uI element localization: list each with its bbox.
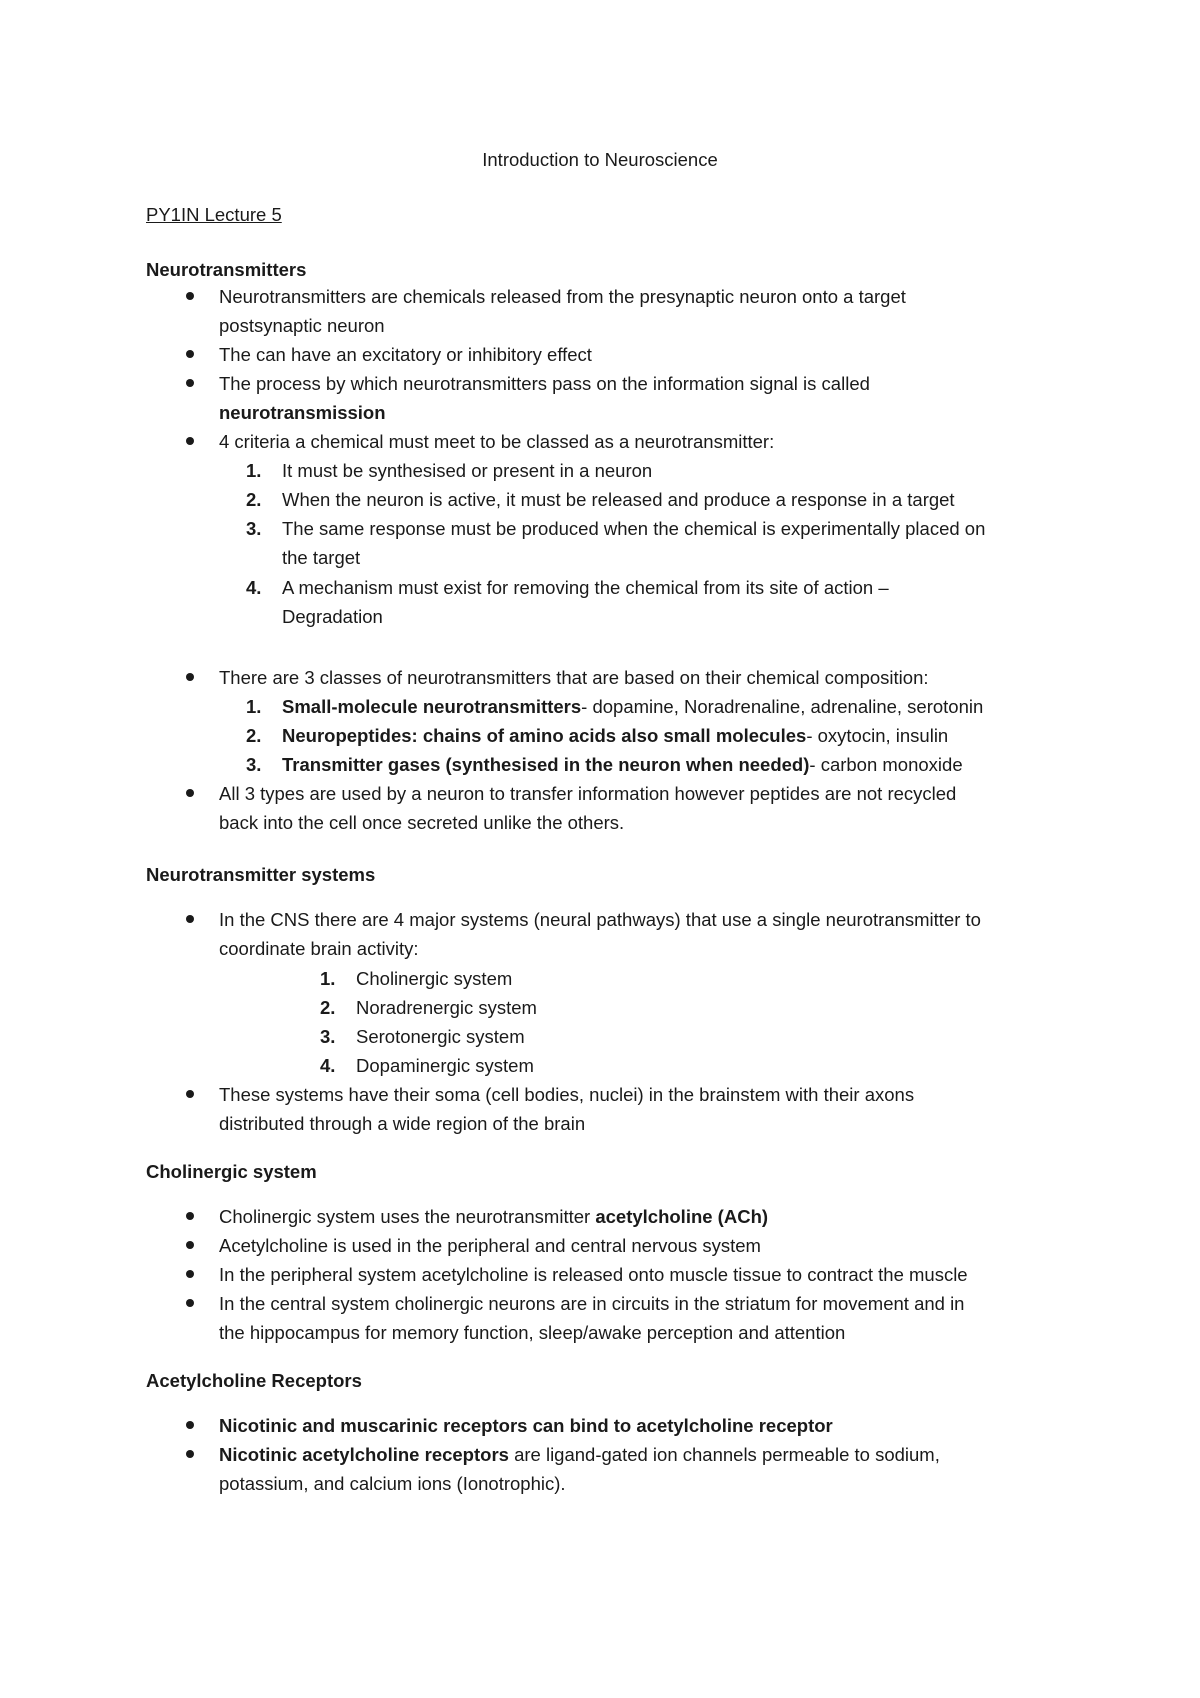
- class-2-rest: - oxytocin, insulin: [806, 725, 949, 746]
- heading-cholinergic-system: Cholinergic system: [146, 1161, 317, 1182]
- bullet: [186, 1090, 194, 1098]
- bullet: [186, 1450, 194, 1458]
- class-2: [282, 724, 948, 748]
- class-3-rest: - carbon monoxide: [809, 754, 963, 775]
- chol-bullet-1: [219, 1205, 768, 1229]
- bullet: [186, 379, 194, 387]
- rec-bullet-1: Nicotinic and muscarinic receptors can bind to acetylcholine receptor: [219, 1415, 833, 1436]
- criterion-1: It must be synthesised or present in a neuron: [282, 460, 653, 481]
- list-number: 2.: [246, 725, 262, 746]
- chol-bullet-4-line-2: the hippocampus for memory function, sleep/awake perception and attention: [219, 1322, 846, 1343]
- class-3: [282, 753, 963, 777]
- bullet: [186, 292, 194, 300]
- chol-bullet-4-line-1: In the central system cholinergic neurons are in circuits in the striatum for movement and in: [219, 1293, 965, 1314]
- heading-neurotransmitters: Neurotransmitters: [146, 259, 307, 280]
- list-number: 3.: [246, 754, 262, 775]
- list-number: 3.: [246, 518, 262, 539]
- nt-bullet-3-line-1: The process by which neurotransmitters pass on the information signal is called: [219, 373, 870, 394]
- heading-acetylcholine-receptors: Acetylcholine Receptors: [146, 1370, 362, 1391]
- bullet: [186, 350, 194, 358]
- nt-bullet-6-line-2: back into the cell once secreted unlike the others.: [219, 812, 625, 833]
- list-number: 4.: [320, 1055, 336, 1076]
- nt-bullet-1-line-1: Neurotransmitters are chemicals released from the presynaptic neuron onto a target: [219, 286, 906, 307]
- system-4: Dopaminergic system: [356, 1055, 534, 1076]
- criterion-4-line-1: A mechanism must exist for removing the chemical from its site of action –: [282, 577, 889, 598]
- class-1: [282, 695, 983, 719]
- criterion-4-line-2: Degradation: [282, 606, 383, 627]
- nt-bullet-3-line-2: neurotransmission: [219, 402, 386, 423]
- rec-bullet-2-bold: Nicotinic acetylcholine receptors: [219, 1444, 509, 1465]
- class-1-bold: Small-molecule neurotransmitters: [282, 696, 582, 717]
- sys-bullet-2-line-2: distributed through a wide region of the brain: [219, 1113, 586, 1134]
- chol-bullet-1-text: Cholinergic system uses the neurotransmitter: [219, 1206, 596, 1227]
- bullet: [186, 1270, 194, 1278]
- list-number: 2.: [246, 489, 262, 510]
- list-number: 1.: [246, 460, 262, 481]
- bullet: [186, 915, 194, 923]
- system-3: Serotonergic system: [356, 1026, 525, 1047]
- bullet: [186, 437, 194, 445]
- system-1: Cholinergic system: [356, 968, 513, 989]
- rec-bullet-2-rest: are ligand-gated ion channels permeable to sodium,: [508, 1444, 940, 1465]
- criterion-3-line-2: the target: [282, 547, 361, 568]
- list-number: 1.: [246, 696, 262, 717]
- bullet: [186, 1241, 194, 1249]
- criterion-3-line-1: The same response must be produced when the chemical is experimentally placed on: [282, 518, 986, 539]
- nt-bullet-2: The can have an excitatory or inhibitory effect: [219, 344, 592, 365]
- list-number: 3.: [320, 1026, 336, 1047]
- chol-bullet-3: In the peripheral system acetylcholine is released onto muscle tissue to contract the muscle: [219, 1264, 968, 1285]
- system-2: Noradrenergic system: [356, 997, 537, 1018]
- bullet: [186, 1299, 194, 1307]
- criterion-2: When the neuron is active, it must be released and produce a response in a target: [282, 489, 955, 510]
- class-2-bold: Neuropeptides: chains of amino acids also small molecules: [282, 725, 807, 746]
- sys-bullet-1-line-1: In the CNS there are 4 major systems (neural pathways) that use a single neurotransmitter to: [219, 909, 981, 930]
- lecture-label: PY1IN Lecture 5: [146, 204, 282, 225]
- bullet: [186, 789, 194, 797]
- document-title: Introduction to Neuroscience: [482, 149, 718, 170]
- chol-bullet-2: Acetylcholine is used in the peripheral and central nervous system: [219, 1235, 761, 1256]
- nt-bullet-1-line-2: postsynaptic neuron: [219, 315, 385, 336]
- list-number: 4.: [246, 577, 262, 598]
- rec-bullet-2-line-1: [219, 1443, 940, 1467]
- class-1-rest: - dopamine, Noradrenaline, adrenaline, serotonin: [581, 696, 984, 717]
- heading-neurotransmitter-systems: Neurotransmitter systems: [146, 864, 376, 885]
- rec-bullet-2-line-2: potassium, and calcium ions (Ionotrophic).: [219, 1473, 566, 1494]
- class-3-bold: Transmitter gases (synthesised in the neuron when needed): [282, 754, 810, 775]
- bullet: [186, 673, 194, 681]
- sys-bullet-1-line-2: coordinate brain activity:: [219, 938, 419, 959]
- chol-bullet-1-bold: acetylcholine (ACh): [595, 1206, 769, 1227]
- nt-bullet-6-line-1: All 3 types are used by a neuron to transfer information however peptides are not recycled: [219, 783, 957, 804]
- bullet: [186, 1421, 194, 1429]
- sys-bullet-2-line-1: These systems have their soma (cell bodies, nuclei) in the brainstem with their axons: [219, 1084, 915, 1105]
- nt-bullet-4: 4 criteria a chemical must meet to be classed as a neurotransmitter:: [219, 431, 775, 452]
- nt-bullet-5: There are 3 classes of neurotransmitters that are based on their chemical composition:: [219, 667, 929, 688]
- list-number: 1.: [320, 968, 336, 989]
- list-number: 2.: [320, 997, 336, 1018]
- bullet: [186, 1212, 194, 1220]
